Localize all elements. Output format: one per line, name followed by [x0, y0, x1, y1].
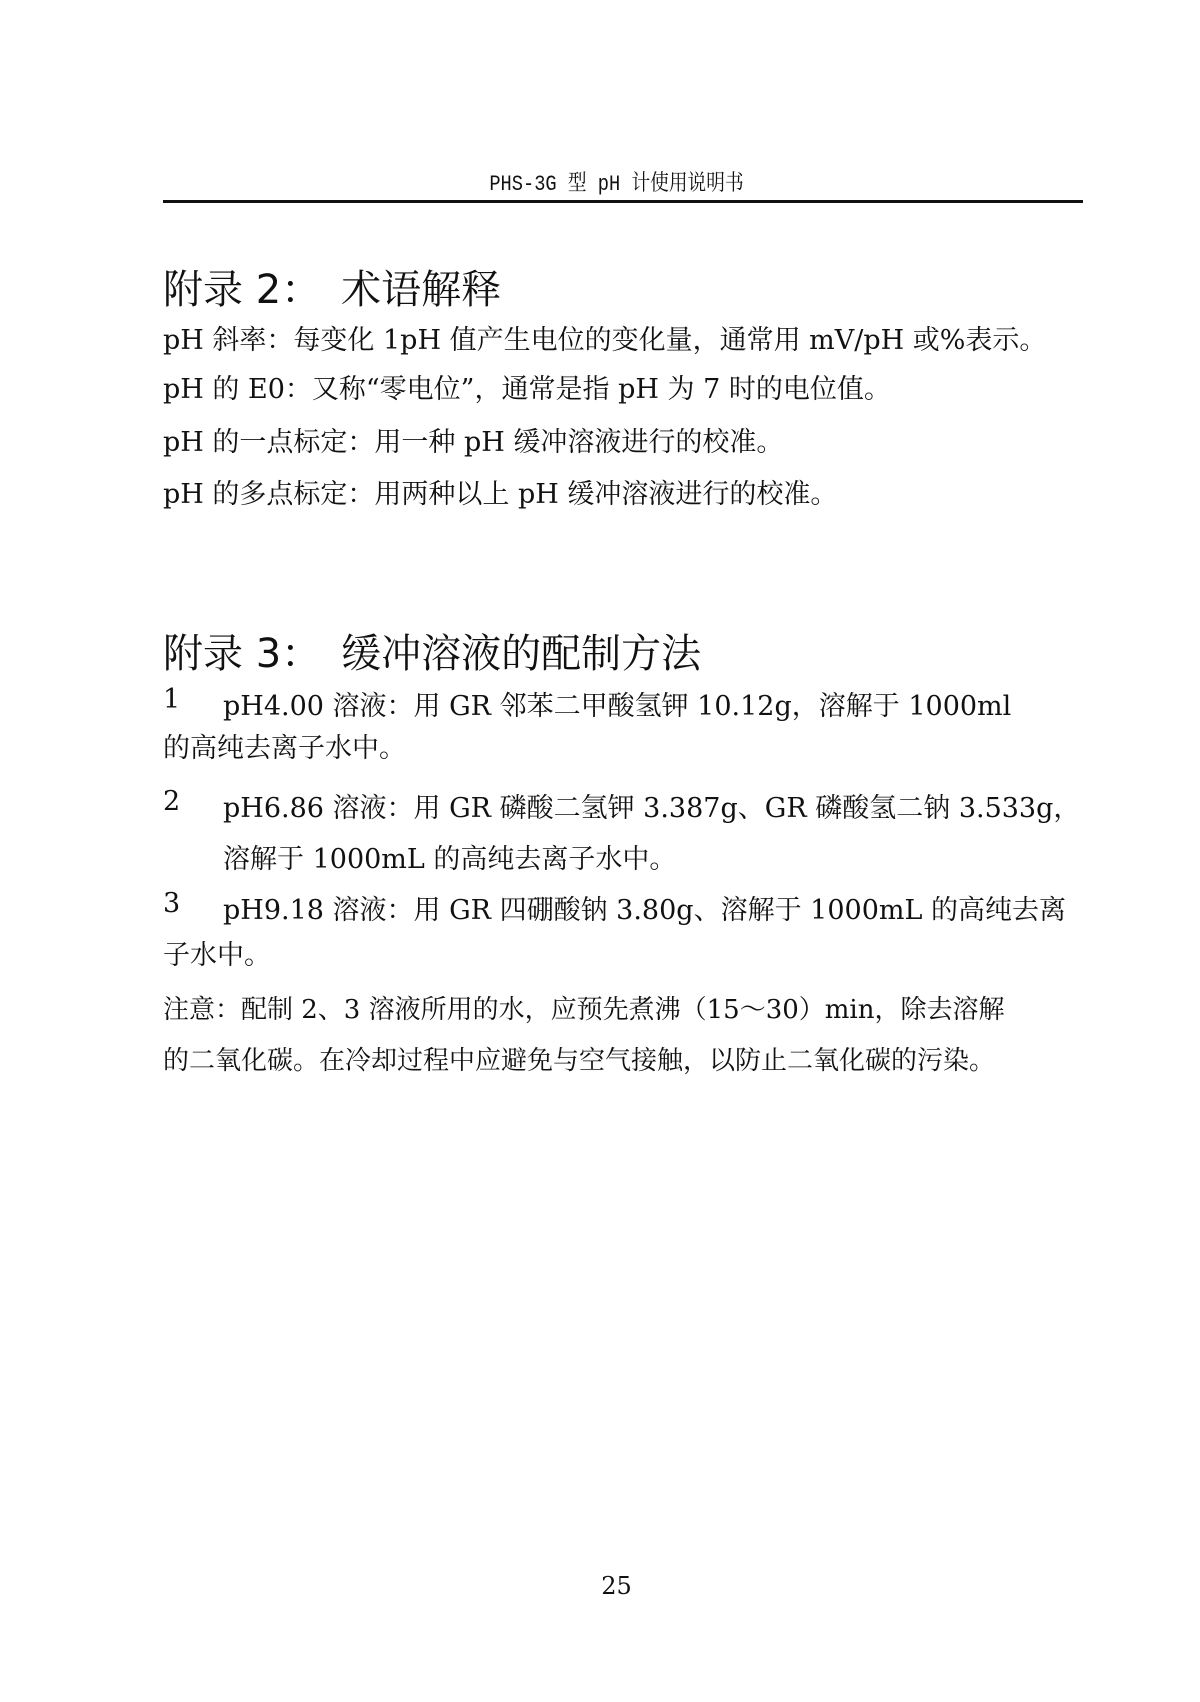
- term-line: pH 的多点标定：用两种以上 pH 缓冲溶液进行的校准。: [163, 479, 838, 510]
- running-header: PHS-3G 型 pH 计使用说明书: [489, 172, 744, 197]
- appendix-3-heading: 附录 3： 缓冲溶液的配制方法: [163, 631, 702, 677]
- note-line: 注意：配制 2、3 溶液所用的水，应预先煮沸（15～30）min，除去溶解: [163, 995, 1005, 1025]
- item-text: pH9.18 溶液：用 GR 四硼酸钠 3.80g、溶解于 1000mL 的高纯去离: [223, 895, 1066, 926]
- header-rule: [163, 200, 1083, 203]
- item-continuation: 子水中。: [163, 940, 271, 971]
- item-continuation: 的高纯去离子水中。: [163, 733, 406, 764]
- term-line: pH 斜率：每变化 1pH 值产生电位的变化量，通常用 mV/pH 或%表示。: [163, 325, 1047, 356]
- item-number: 1: [163, 684, 181, 715]
- item-number: 3: [163, 888, 181, 919]
- term-line: pH 的一点标定：用一种 pH 缓冲溶液进行的校准。: [163, 427, 784, 458]
- item-continuation: 溶解于 1000mL 的高纯去离子水中。: [223, 844, 677, 875]
- appendix-2-heading: 附录 2： 术语解释: [163, 267, 502, 313]
- item-number: 2: [163, 786, 181, 817]
- note-line: 的二氧化碳。在冷却过程中应避免与空气接触，以防止二氧化碳的污染。: [163, 1046, 996, 1076]
- item-text: pH6.86 溶液：用 GR 磷酸二氢钾 3.387g、GR 磷酸氢二钠 3.533g，: [223, 793, 1081, 824]
- term-line: pH 的 E0：又称“零电位”，通常是指 pH 为 7 时的电位值。: [163, 374, 891, 405]
- item-text: pH4.00 溶液：用 GR 邻苯二甲酸氢钾 10.12g，溶解于 1000ml: [223, 691, 1012, 722]
- page-number: 25: [601, 1572, 632, 1600]
